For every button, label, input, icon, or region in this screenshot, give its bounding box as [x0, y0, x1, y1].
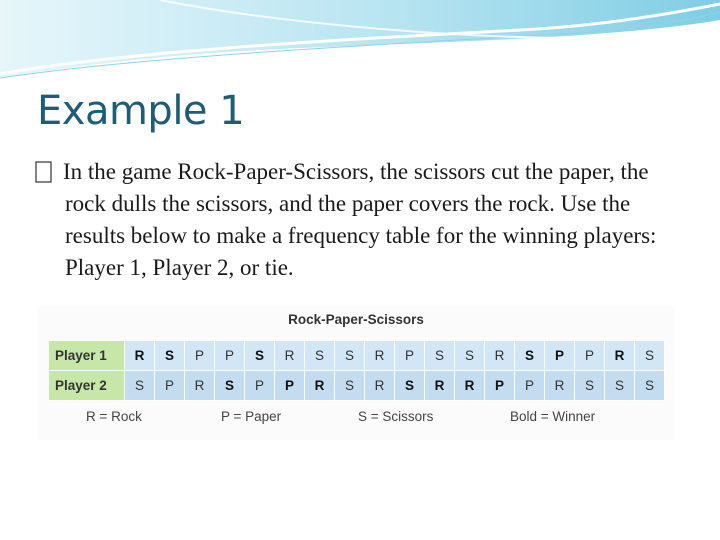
legend-paper: P = Paper [221, 409, 282, 424]
move-cell: S [425, 341, 455, 371]
move-cell: S [335, 371, 365, 401]
move-cell: R [605, 341, 635, 371]
player-label: Player 1 [49, 341, 125, 371]
move-cell: P [275, 371, 305, 401]
rps-results-table [48, 340, 665, 401]
move-cell: S [455, 341, 485, 371]
move-cell: R [125, 341, 155, 371]
move-cell: S [605, 371, 635, 401]
player-row [49, 371, 665, 401]
player-row [49, 341, 665, 371]
move-cell: S [635, 341, 665, 371]
move-cell: P [485, 371, 515, 401]
legend-scissors: S = Scissors [358, 409, 434, 424]
move-cell: R [305, 371, 335, 401]
move-cell: S [335, 341, 365, 371]
move-cell: P [215, 341, 245, 371]
rps-results-figure [38, 306, 674, 440]
move-cell: P [185, 341, 215, 371]
move-cell: S [575, 371, 605, 401]
header-wave-decoration [0, 0, 720, 90]
move-cell: P [155, 371, 185, 401]
move-cell: S [635, 371, 665, 401]
legend-bold-winner: Bold = Winner [510, 409, 596, 424]
player-label: Player 2 [49, 371, 125, 401]
move-cell: R [185, 371, 215, 401]
move-cell: S [125, 371, 155, 401]
move-cell: S [395, 371, 425, 401]
move-cell: R [485, 341, 515, 371]
move-cell: P [545, 341, 575, 371]
move-cell: P [245, 371, 275, 401]
move-cell: P [575, 341, 605, 371]
move-cell: S [215, 371, 245, 401]
move-cell: S [515, 341, 545, 371]
move-cell: R [365, 341, 395, 371]
move-cell: S [155, 341, 185, 371]
bullet-icon [34, 158, 54, 186]
body-paragraph: In the game Rock-Paper-Scissors, the scissors cut the paper, the rock dulls the scissors, and the paper covers the rock. Use the results below to make a frequency table for the winning players: Player 1, Player 2, or tie. [63, 159, 657, 280]
figure-title: Rock-Paper-Scissors [288, 312, 424, 327]
move-cell: R [425, 371, 455, 401]
slide-body [34, 156, 674, 284]
slide-title: Example 1 [37, 88, 245, 134]
move-cell: R [545, 371, 575, 401]
move-cell: R [455, 371, 485, 401]
move-cell: R [365, 371, 395, 401]
move-cell: P [395, 341, 425, 371]
move-cell: S [305, 341, 335, 371]
move-cell: S [245, 341, 275, 371]
move-cell: P [515, 371, 545, 401]
move-cell: R [275, 341, 305, 371]
legend-rock: R = Rock [86, 409, 142, 424]
